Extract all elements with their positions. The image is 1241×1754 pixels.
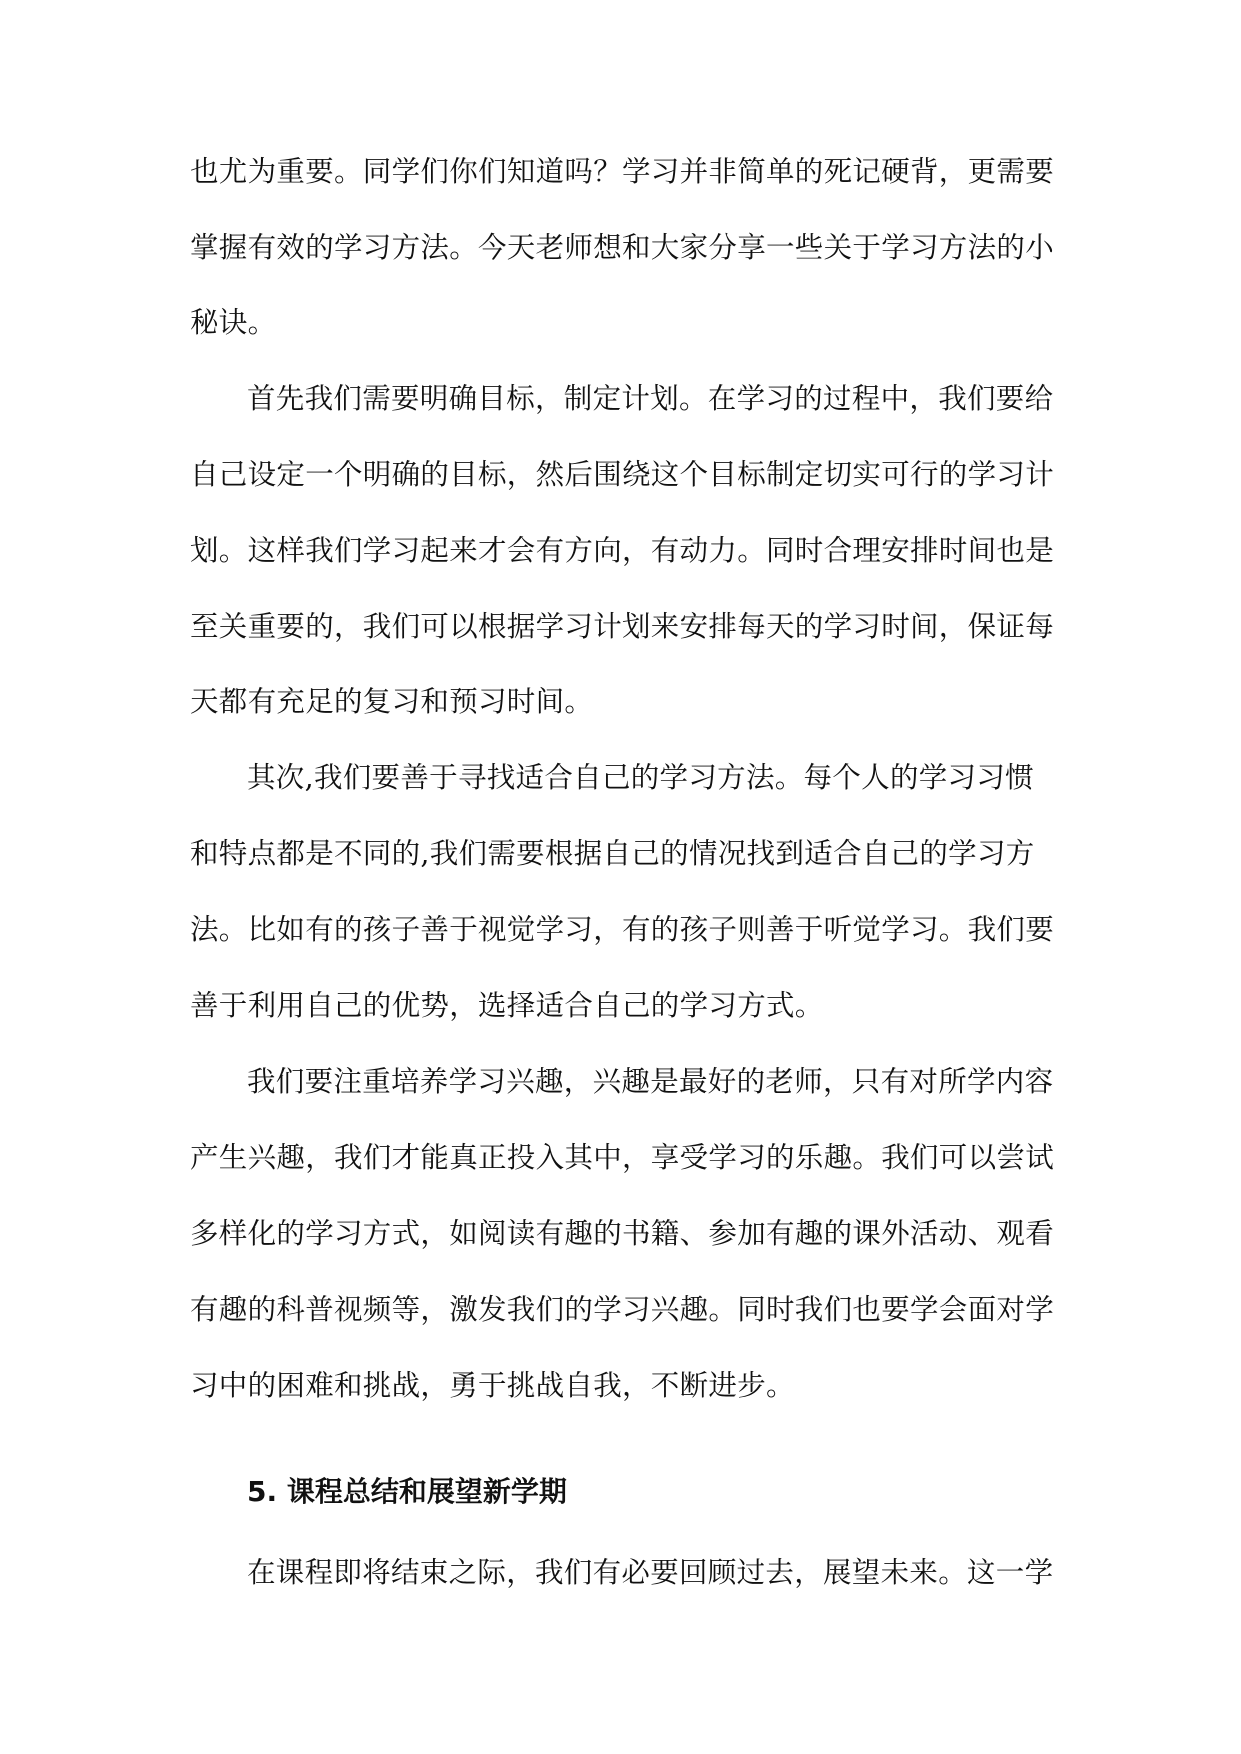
paragraph-1-line-2: 掌握有效的学习方法。今天老师想和大家分享一些关于学习方法的小 — [190, 231, 1055, 264]
paragraph-2-line-2: 自己设定一个明确的目标，然后围绕这个目标制定切实可行的学习计 — [190, 458, 1055, 491]
paragraph-3-line-2: 和特点都是不同的,我们需要根据自己的情况找到适合自己的学习方 — [190, 837, 1035, 870]
paragraph-2-line-5: 天都有充足的复习和预习时间。 — [190, 685, 594, 718]
paragraph-3-line-1: 其次,我们要善于寻找适合自己的学习方法。每个人的学习习惯 — [247, 761, 1034, 794]
paragraph-4-line-5: 习中的困难和挑战，勇于挑战自我，不断进步。 — [190, 1369, 795, 1402]
paragraph-1-line-3: 秘诀。 — [190, 306, 277, 339]
closing-paragraph-line-1: 在课程即将结束之际，我们有必要回顾过去，展望未来。这一学 — [247, 1556, 1054, 1589]
paragraph-3-line-3: 法。比如有的孩子善于视觉学习，有的孩子则善于听觉学习。我们要 — [190, 913, 1055, 946]
paragraph-4-line-4: 有趣的科普视频等，激发我们的学习兴趣。同时我们也要学会面对学 — [190, 1293, 1055, 1326]
section-heading: 5. 课程总结和展望新学期 — [247, 1475, 567, 1508]
paragraph-4-line-1: 我们要注重培养学习兴趣，兴趣是最好的老师，只有对所学内容 — [247, 1065, 1054, 1098]
paragraph-3-line-4: 善于利用自己的优势，选择适合自己的学习方式。 — [190, 989, 824, 1022]
paragraph-2-line-1: 首先我们需要明确目标，制定计划。在学习的过程中，我们要给 — [247, 382, 1054, 415]
paragraph-4-line-2: 产生兴趣，我们才能真正投入其中，享受学习的乐趣。我们可以尝试 — [190, 1141, 1055, 1174]
paragraph-2-line-3: 划。这样我们学习起来才会有方向，有动力。同时合理安排时间也是 — [190, 534, 1055, 567]
paragraph-4-line-3: 多样化的学习方式，如阅读有趣的书籍、参加有趣的课外活动、观看 — [190, 1217, 1055, 1250]
paragraph-1-line-1: 也尤为重要。同学们你们知道吗？学习并非简单的死记硬背，更需要 — [190, 155, 1055, 188]
paragraph-2-line-4: 至关重要的，我们可以根据学习计划来安排每天的学习时间，保证每 — [190, 610, 1055, 643]
